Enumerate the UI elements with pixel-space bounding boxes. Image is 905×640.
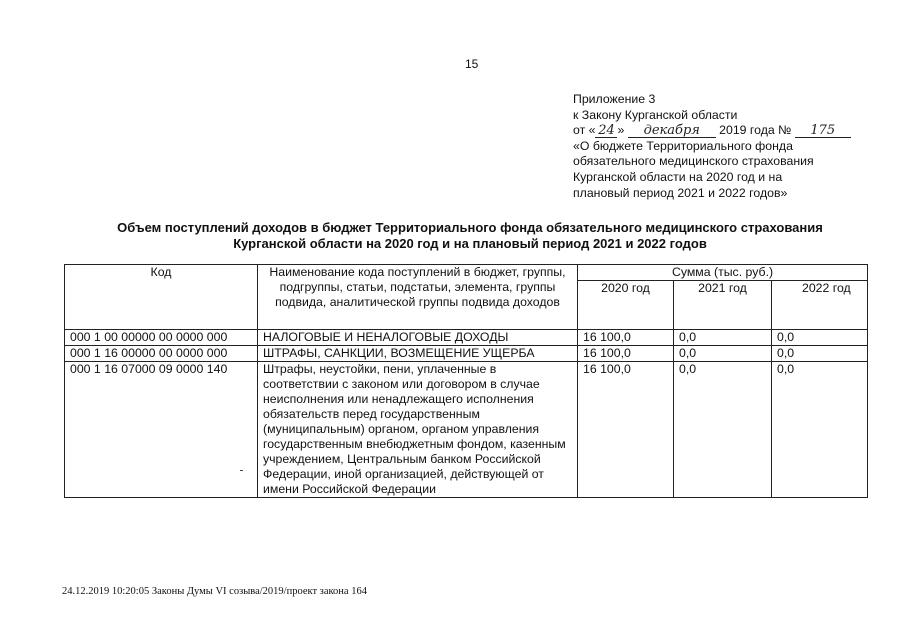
- header-name: Наименование кода поступлений в бюджет, группы, подгруппы, статьи, подстатьи, элемента, группы подвида, аналитической группы подвида доходов: [258, 265, 578, 330]
- row-code: 000 1 16 00000 00 0000 000: [65, 346, 258, 362]
- header-year-2021: 2021 год: [674, 281, 772, 330]
- handwritten-law-number: 175: [795, 124, 851, 138]
- table-row: [65, 346, 868, 362]
- appendix-title-line: Курганской области на 2020 год и на: [573, 169, 783, 184]
- header-year-2020: 2020 год: [578, 281, 674, 330]
- document-title-line: Курганской области на 2020 год и на плановый период 2021 и 2022 годов: [233, 236, 707, 251]
- appendix-label: Приложение 3: [573, 92, 656, 106]
- row-name: Штрафы, неустойки, пени, уплаченные в соответствии с законом или договором в случае неисполнения или ненадлежащего исполнения обязательств перед государственным (муниципальным) органом, органом управления государственным внебюджетным фондом, казенным учреждением, Центральным банком Российской Федерации, иной организацией, действующей от имени Российской Федерации: [258, 362, 578, 498]
- footer-stamp: 24.12.2019 10:20:05 Законы Думы VI созыва/2019/проект закона 164: [62, 586, 367, 597]
- document-title-line: Объем поступлений доходов в бюджет Территориального фонда обязательного медицинского страхования: [117, 220, 823, 235]
- document-title: [40, 220, 900, 252]
- date-suffix: 2019 года №: [719, 123, 792, 138]
- appendix-date-line: [573, 123, 873, 139]
- row-value-2020: 16 100,0: [578, 346, 674, 362]
- appendix-law-ref: к Закону Курганской области: [573, 107, 738, 122]
- row-value-2022: 0,0: [772, 362, 868, 498]
- handwritten-month: декабря: [628, 124, 716, 138]
- revenue-table: [64, 264, 868, 498]
- appendix-header: [573, 92, 873, 201]
- header-code: Код: [65, 265, 258, 330]
- row-value-2022: 0,0: [772, 346, 868, 362]
- row-code: 000 1 16 07000 09 0000 140: [65, 362, 258, 498]
- row-value-2020: 16 100,0: [578, 330, 674, 346]
- row-value-2021: 0,0: [674, 362, 772, 498]
- table-row: [65, 330, 868, 346]
- table-header-row: [65, 265, 868, 281]
- handwritten-day: 24: [595, 124, 617, 138]
- row-value-2021: 0,0: [674, 346, 772, 362]
- header-year-2022: 2022 год: [772, 281, 868, 330]
- page-number: 15: [465, 57, 479, 71]
- row-value-2020: 16 100,0: [578, 362, 674, 498]
- row-value-2021: 0,0: [674, 330, 772, 346]
- appendix-title-line: плановый период 2021 и 2022 годов»: [573, 185, 788, 200]
- date-prefix: от «: [573, 123, 596, 138]
- row-code: 000 1 00 00000 00 0000 000: [65, 330, 258, 346]
- appendix-title-line: «О бюджете Территориального фонда: [573, 138, 793, 153]
- row-name: НАЛОГОВЫЕ И НЕНАЛОГОВЫЕ ДОХОДЫ: [258, 330, 578, 346]
- row-name: ШТРАФЫ, САНКЦИИ, ВОЗМЕЩЕНИЕ УЩЕРБА: [258, 346, 578, 362]
- appendix-title-line: обязательного медицинского страхования: [573, 154, 814, 169]
- scan-mark: [240, 470, 243, 471]
- date-mid: »: [617, 123, 625, 138]
- table-row: [65, 362, 868, 498]
- row-value-2022: 0,0: [772, 330, 868, 346]
- header-sum: Сумма (тыс. руб.): [578, 265, 868, 281]
